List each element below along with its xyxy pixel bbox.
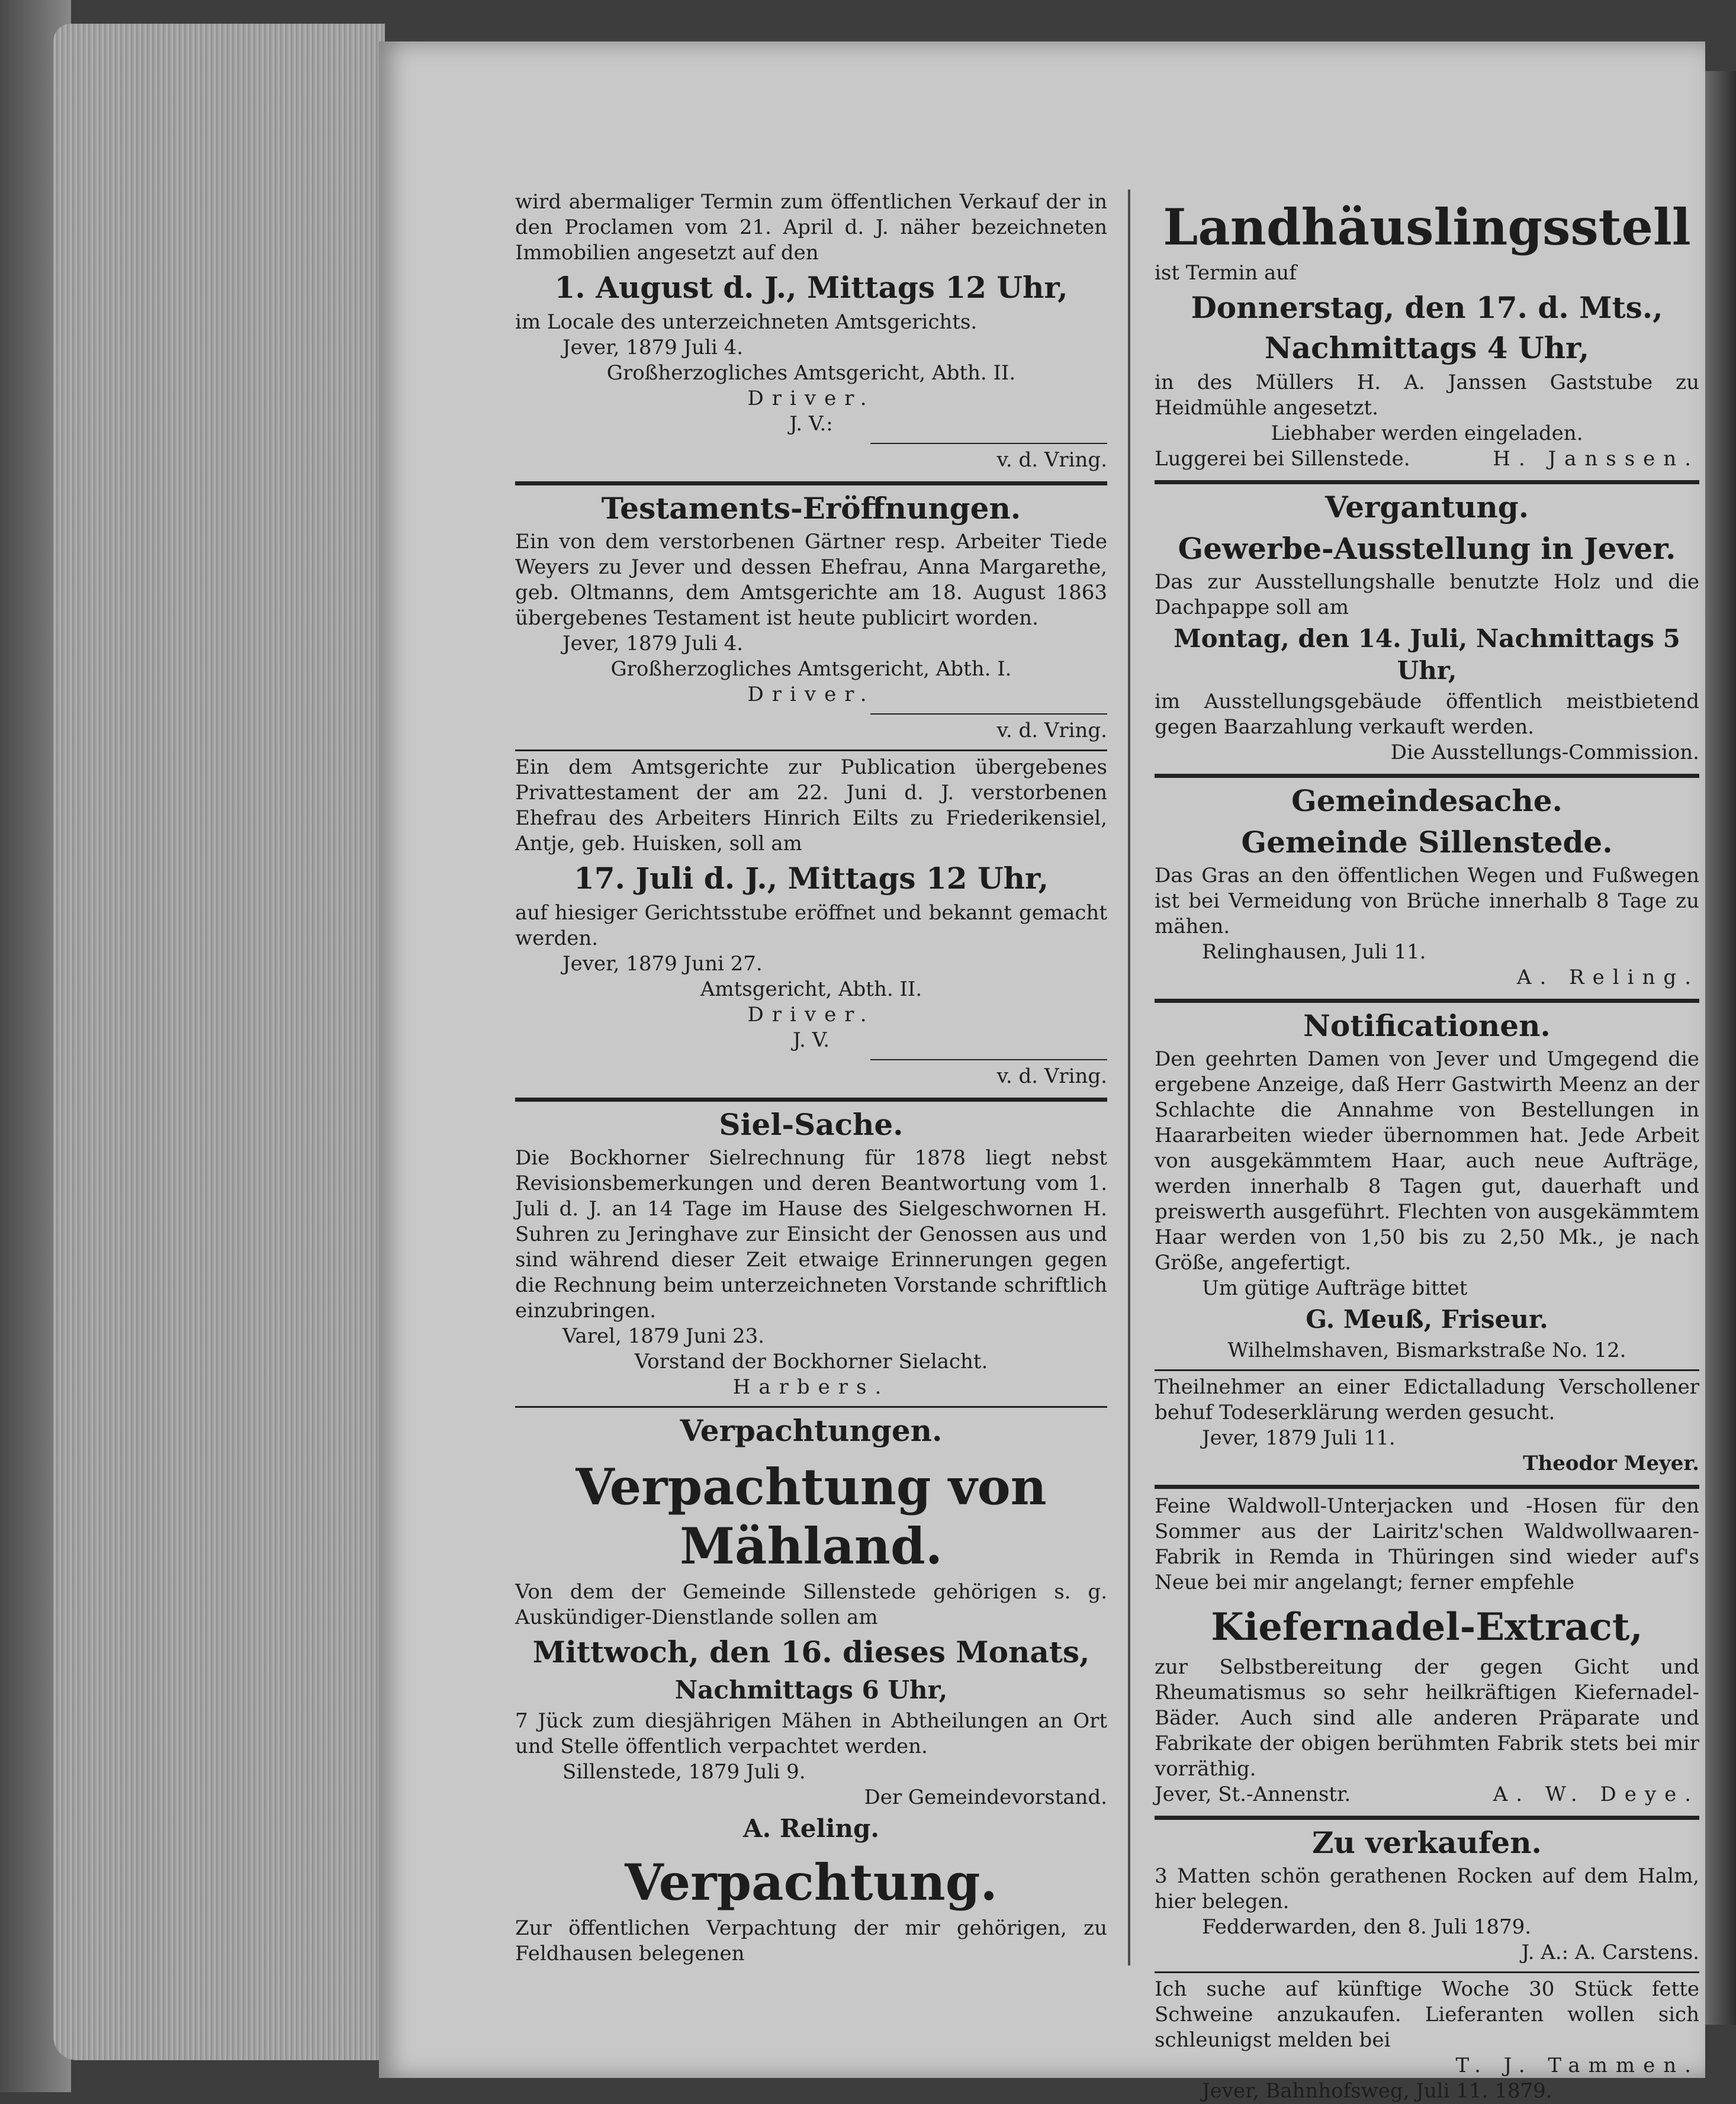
place-date: Relinghausen, Juli 11. (1202, 940, 1426, 964)
ad-headline: Verpachtung von Mähland. (576, 1458, 1047, 1575)
signature-name: v. d. Vring. (996, 1064, 1107, 1088)
signature-name: v. d. Vring. (996, 719, 1107, 742)
right-column (1155, 189, 1699, 2104)
signature-name: v. d. Vring. (996, 448, 1107, 472)
notice-text: Die Bockhorner Sielrechnung für 1878 liegt nebst Revisionsbemerkungen und deren Beantwortung vom 1. Juli d. J. an 14 Tage im Hause des Sielgeschwornen H. Suhren zu Jeringhave zur Einsicht der Genossen aus und sind während dieser Zeit etwaige Erinnerungen gegen die Rechnung beim unterzeichneten Vorstande schriftlich einzubringen. (515, 1146, 1107, 1323)
place-date: Jever, 1879 Juli 4. (562, 336, 744, 359)
signature-proxy: J. V.: (789, 412, 833, 436)
page-edges (53, 24, 385, 2060)
place-date: Jever, 1879 Juli 11. (1202, 1426, 1396, 1450)
signature-authority: Der Gemeindevorstand. (864, 1785, 1107, 1809)
place-date: Varel, 1879 Juni 23. (562, 1324, 765, 1348)
notice-time: Nachmittags 6 Uhr, (674, 1675, 948, 1704)
notice-text: Den geehrten Damen von Jever und Umgegend die ergebene Anzeige, daß Herr Gastwirth Meenz an der Schlachte die Annahme von Bestellungen in Haararbeiten wieder übernommen hat. Jede Arbeit von ausgekämmtem Haar, auch neue Aufträge, werden innerhalb 8 Tagen gut, dauerhaft und preiswerth ausgeführt. Flechten von ausgekämmtem Haar werden von 1,50 bis zu 2,50 Mk., je nach Größe, angefertigt. (1155, 1047, 1699, 1275)
signature-authority: Großherzogliches Amtsgericht, Abth. II. (606, 361, 1016, 385)
section-divider (1155, 774, 1699, 778)
section-heading: Verpachtungen. (680, 1413, 943, 1448)
divider (870, 1059, 1107, 1060)
notice-text: auf hiesiger Gerichtsstube eröffnet und bekannt gemacht werden. (515, 901, 1107, 950)
section-divider (1155, 480, 1699, 484)
section-heading: Vergantung. (1324, 490, 1529, 525)
column-divider (1128, 189, 1130, 1965)
notice-text: in des Müllers H. A. Janssen Gaststube zu Heidmühle angesetzt. (1155, 371, 1699, 420)
notice-text: Von dem der Gemeinde Sillenstede gehörigen s. g. Auskündiger-Dienstlande sollen am (515, 1580, 1107, 1629)
signature-authority: Großherzogliches Amtsgericht, Abth. I. (610, 657, 1012, 681)
signature-row (1155, 446, 1699, 472)
place: Luggerei bei Sillenstede. (1155, 447, 1410, 471)
section-heading: Notificationen. (1303, 1008, 1551, 1043)
signature-name: Driver. (747, 1003, 875, 1027)
left-column (515, 189, 1107, 1967)
divider (1155, 1971, 1699, 1973)
section-divider (1155, 1485, 1699, 1489)
ad-headline: Gemeinde Sillenstede. (1241, 825, 1613, 860)
right-page-edge (1705, 71, 1736, 2025)
ad-headline: Gewerbe-Ausstellung in Jever. (1178, 531, 1676, 566)
notice-text: 3 Matten schön gerathenen Rocken auf dem Halm, hier belegen. (1155, 1864, 1699, 1913)
signature-name: T. J. Tammen. (1455, 2054, 1699, 2077)
notice-text: Ein dem Amtsgerichte zur Publication übergebenes Privattestament der am 22. Juni d. J. verstorbenen Ehefrau des Arbeiters Hinrich Eilts zu Friederikensiel, Antje, geb. Huisken, soll am (515, 755, 1107, 855)
place: Jever, St.-Annenstr. (1155, 1783, 1351, 1806)
signature-name: G. Meuß, Friseur. (1306, 1305, 1548, 1334)
signature-name: Driver. (747, 683, 875, 706)
section-divider (515, 1098, 1107, 1102)
notice-text: Um gütige Aufträge bittet (1202, 1276, 1468, 1300)
signature-row (1155, 1782, 1699, 1807)
signature-name: H. Janssen. (1493, 447, 1699, 471)
notice-text: Das zur Ausstellungshalle benutzte Holz und die Dachpappe soll am (1155, 570, 1699, 619)
ad-headline: Kiefernadel-Extract, (1211, 1605, 1643, 1649)
notice-text: Ich suche auf künftige Woche 30 Stück fette Schweine anzukaufen. Lieferanten wollen sich schleunigst melden bei (1155, 1977, 1699, 2052)
ad-headline: Verpachtung. (625, 1853, 998, 1912)
signature-name: Harbers. (732, 1375, 890, 1399)
place-date: Fedderwarden, den 8. Juli 1879. (1202, 1915, 1532, 1939)
divider (870, 713, 1107, 715)
notice-text: Feine Waldwoll-Unterjacken und -Hosen für den Sommer aus der Lairitz'schen Waldwollwaaren-Fabrik in Remda in Thüringen sind wieder auf's Neue bei mir angelangt; ferner empfehle (1155, 1494, 1699, 1594)
divider (515, 1406, 1107, 1408)
notice-text: Liebhaber werden eingeladen. (1271, 422, 1583, 445)
section-heading: Testaments-Eröffnungen. (601, 491, 1021, 526)
notice-date: 17. Juli d. J., Mittags 12 Uhr, (573, 861, 1049, 896)
notice-date: Mittwoch, den 16. dieses Monats, (532, 1635, 1090, 1669)
notice-text: im Locale des unterzeichneten Amtsgerichts. (515, 310, 978, 334)
signature-authority: Amtsgericht, Abth. II. (700, 977, 922, 1001)
notice-text: wird abermaliger Termin zum öffentlichen Verkauf der in den Proclamen vom 21. April d. J. näher bezeichneten Immobilien angesetzt auf den (515, 190, 1107, 265)
section-divider (515, 481, 1107, 485)
notice-text: Theilnehmer an einer Edictalladung Verschollener behuf Todeserklärung werden gesucht. (1155, 1375, 1699, 1424)
divider (870, 443, 1107, 444)
signature-authority: Die Ausstellungs-Commission. (1390, 741, 1699, 764)
signature-name: Theodor Meyer. (1523, 1452, 1699, 1475)
place-date: Jever, 1879 Juni 27. (562, 952, 763, 976)
signature-authority: Vorstand der Bockhorner Sielacht. (634, 1350, 988, 1373)
signature-name: A. Reling. (1516, 966, 1699, 989)
notice-date: Montag, den 14. Juli, Nachmittags 5 Uhr, (1174, 624, 1680, 685)
notice-date: Donnerstag, den 17. d. Mts., (1191, 290, 1663, 325)
notice-time: Nachmittags 4 Uhr, (1264, 330, 1590, 365)
divider (1155, 1369, 1699, 1371)
place-date: Sillenstede, 1879 Juli 9. (562, 1760, 806, 1784)
notice-text: im Ausstellungsgebäude öffentlich meistbietend gegen Baarzahlung verkauft werden. (1155, 690, 1699, 739)
signature-proxy: J. V. (792, 1028, 830, 1052)
signature-name: Driver. (747, 387, 875, 410)
notice-text: ist Termin auf (1155, 261, 1297, 285)
notice-text: 7 Jück zum diesjährigen Mähen in Abtheilungen an Ort und Stelle öffentlich verpachtet werden. (515, 1709, 1107, 1758)
signature-name: J. A.: A. Carstens. (1521, 1941, 1699, 1964)
address: Wilhelmshaven, Bismarkstraße No. 12. (1227, 1339, 1626, 1362)
divider (515, 749, 1107, 751)
section-divider (1155, 999, 1699, 1003)
notice-text: zur Selbstbereitung der gegen Gicht und Rheumatismus so sehr heilkräftigen Kiefernadel-Bäder. Auch sind alle anderen Präparate und Fabrikate der obigen berühmten Fabrik stets bei mir vorräthig. (1155, 1655, 1699, 1781)
place-date: Jever, Bahnhofsweg, Juli 11. 1879. (1202, 2079, 1552, 2103)
section-heading: Siel-Sache. (719, 1107, 904, 1142)
notice-text: Das Gras an den öffentlichen Wegen und Fußwegen ist bei Vermeidung von Brüche innerhalb 8 Tage zu mähen. (1155, 864, 1699, 938)
notice-text: Zur öffentlichen Verpachtung der mir gehörigen, zu Feldhausen belegenen (515, 1916, 1107, 1965)
signature-name: A. W. Deye. (1493, 1783, 1699, 1806)
ad-headline: Landhäuslingsstell (1163, 198, 1691, 256)
notice-date: 1. August d. J., Mittags 12 Uhr, (554, 270, 1068, 305)
place-date: Jever, 1879 Juli 4. (562, 632, 744, 655)
section-heading: Gemeindesache. (1291, 783, 1563, 818)
signature-name: A. Reling. (743, 1814, 879, 1843)
section-heading: Zu verkaufen. (1312, 1825, 1542, 1860)
section-divider (1155, 1816, 1699, 1820)
notice-text: Ein von dem verstorbenen Gärtner resp. Arbeiter Tiede Weyers zu Jever und dessen Ehefrau, Anna Margarethe, geb. Oltmanns, dem Amtsgerichte am 18. August 1863 übergebenes Testament ist heute publicirt worden. (515, 530, 1107, 630)
